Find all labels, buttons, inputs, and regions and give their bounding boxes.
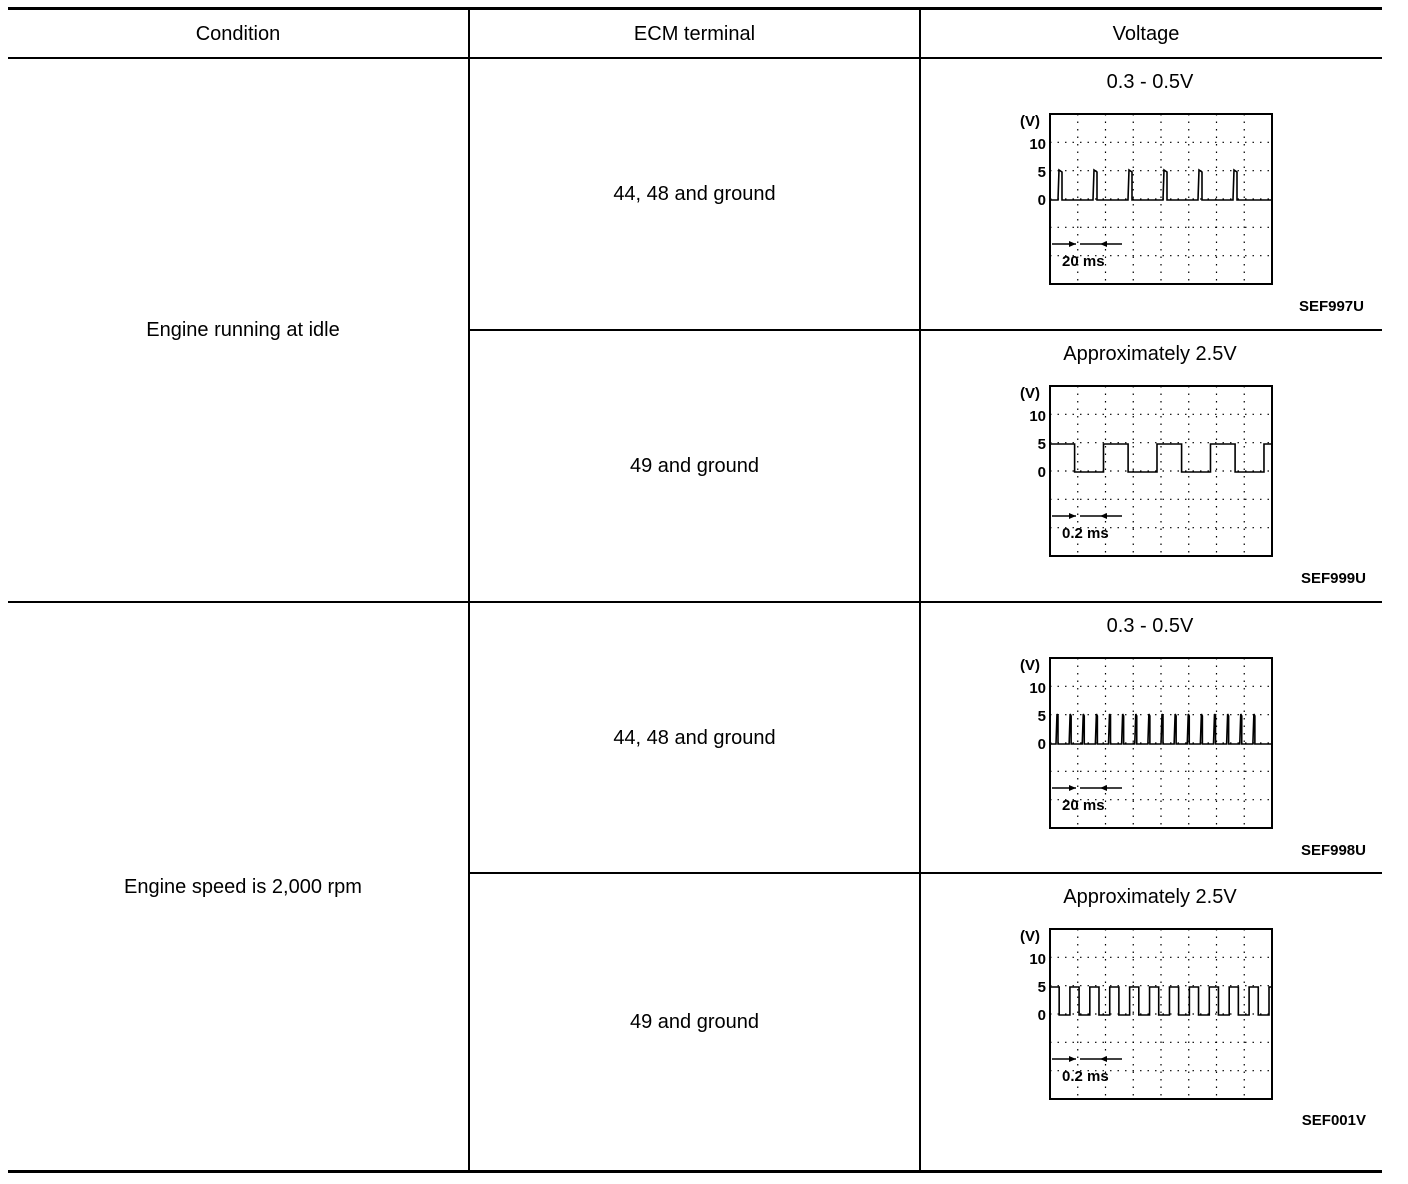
arrow-head — [1069, 1056, 1076, 1062]
y-tick-label: 10 — [1029, 136, 1046, 153]
y-unit-label: (V) — [1020, 113, 1040, 130]
oscilloscope-figure — [1010, 378, 1280, 563]
time-scale-label: 0.2 ms — [1062, 1068, 1109, 1085]
figure-code: SEF001V — [1301, 1112, 1366, 1129]
y-tick-label: 5 — [1037, 708, 1046, 725]
arrow-head — [1069, 785, 1076, 791]
figure-code: SEF998U — [1300, 842, 1366, 859]
table-top-rule — [8, 7, 1382, 10]
arrow-head — [1100, 785, 1107, 791]
header-rule — [8, 57, 1382, 59]
time-scale-label: 0.2 ms — [1062, 525, 1109, 542]
voltage-value: 0.3 - 0.5V — [1106, 71, 1194, 93]
oscilloscope-figure — [1010, 921, 1280, 1106]
column-divider — [919, 10, 921, 1170]
condition-idle: Engine running at idle — [146, 319, 340, 341]
arrow-head — [1100, 1056, 1107, 1062]
y-tick-label: 0 — [1037, 192, 1046, 209]
y-tick-label: 10 — [1029, 951, 1046, 968]
header-ecm-terminal: ECM terminal — [633, 23, 756, 45]
voltage-value: Approximately 2.5V — [1063, 343, 1237, 365]
arrow-head — [1069, 513, 1076, 519]
voltage-value: Approximately 2.5V — [1063, 886, 1237, 908]
y-tick-label: 10 — [1029, 680, 1046, 697]
signal-trace — [1050, 987, 1272, 1015]
figure-code: SEF997U — [1298, 298, 1364, 315]
time-scale-label: 20 ms — [1062, 253, 1105, 270]
y-tick-label: 10 — [1029, 408, 1046, 425]
oscilloscope-screen — [1010, 106, 1280, 291]
header-condition: Condition — [195, 23, 281, 45]
oscilloscope-figure — [1010, 650, 1280, 835]
terminal-cell: 44, 48 and ground — [613, 727, 776, 749]
row-divider — [469, 329, 1382, 331]
y-tick-label: 5 — [1037, 436, 1046, 453]
signal-trace — [1050, 444, 1272, 472]
arrow-head — [1069, 241, 1076, 247]
y-unit-label: (V) — [1020, 657, 1040, 674]
y-unit-label: (V) — [1020, 928, 1040, 945]
oscilloscope-screen — [1010, 378, 1280, 563]
y-tick-label: 0 — [1037, 736, 1046, 753]
arrow-head — [1100, 513, 1107, 519]
terminal-cell: 44, 48 and ground — [613, 183, 776, 205]
oscilloscope-figure — [1010, 106, 1280, 291]
terminal-cell: 49 and ground — [629, 455, 759, 477]
row-group-divider — [8, 601, 1382, 603]
header-voltage: Voltage — [1112, 23, 1180, 45]
table-bottom-rule — [8, 1170, 1382, 1173]
y-tick-label: 0 — [1037, 464, 1046, 481]
terminal-cell: 49 and ground — [629, 1011, 759, 1033]
figure-code: SEF999U — [1300, 570, 1366, 587]
voltage-value: 0.3 - 0.5V — [1106, 615, 1194, 637]
oscilloscope-screen — [1010, 650, 1280, 835]
arrow-head — [1100, 241, 1107, 247]
y-unit-label: (V) — [1020, 385, 1040, 402]
time-scale-label: 20 ms — [1062, 797, 1105, 814]
condition-2000rpm: Engine speed is 2,000 rpm — [124, 876, 362, 898]
y-tick-label: 5 — [1037, 979, 1046, 996]
row-divider — [469, 872, 1382, 874]
y-tick-label: 0 — [1037, 1007, 1046, 1024]
y-tick-label: 5 — [1037, 164, 1046, 181]
oscilloscope-screen — [1010, 921, 1280, 1106]
